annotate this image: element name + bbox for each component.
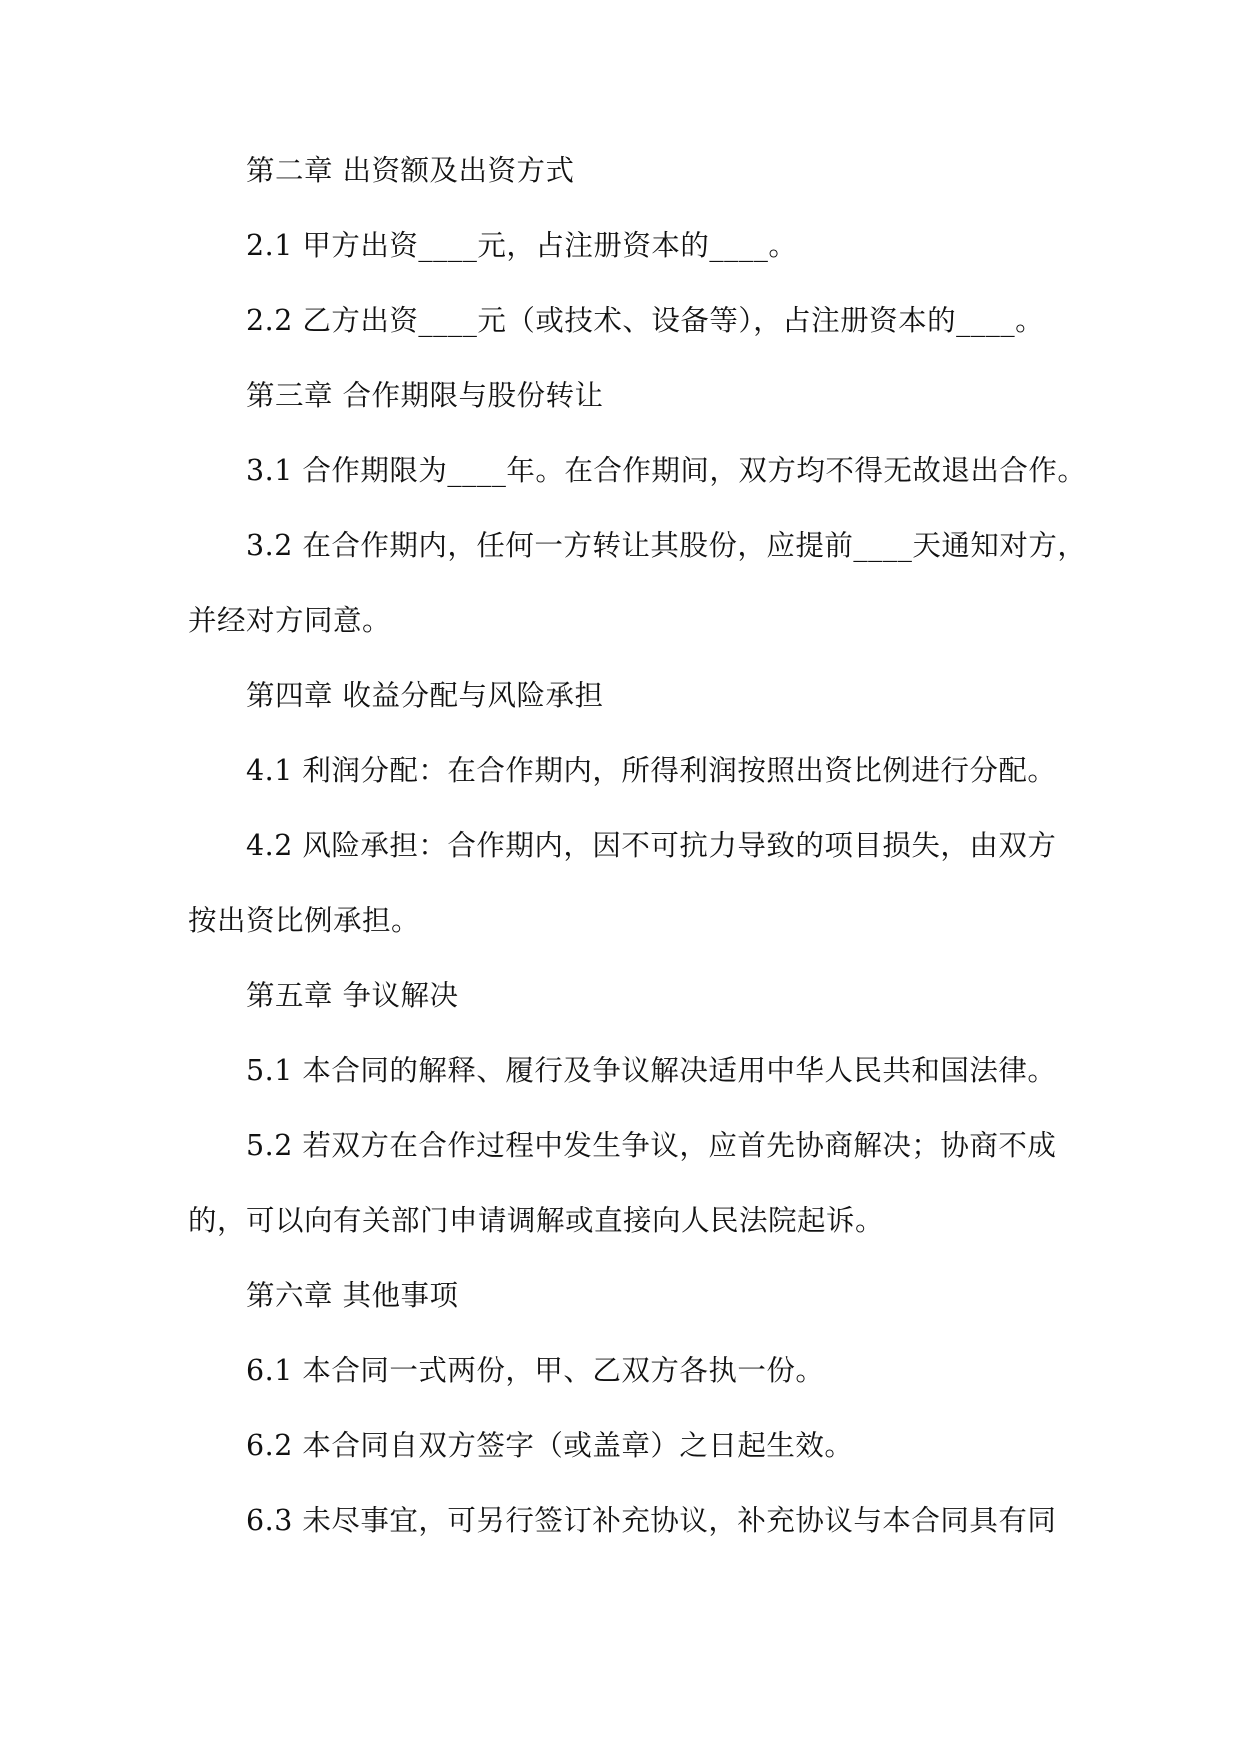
- clause-5-2-line-1: 5.2 若双方在合作过程中发生争议，应首先协商解决；协商不成: [246, 1129, 1057, 1162]
- clause-4-2-line-1: 4.2 风险承担：合作期内，因不可抗力导致的项目损失，由双方: [246, 829, 1057, 862]
- clause-6-2: 6.2 本合同自双方签字（或盖章）之日起生效。: [246, 1429, 854, 1462]
- clause-2-1: 2.1 甲方出资____元，占注册资本的____。: [246, 229, 798, 262]
- clause-6-1: 6.1 本合同一式两份，甲、乙双方各执一份。: [246, 1354, 825, 1387]
- chapter-3-heading: 第三章 合作期限与股份转让: [246, 379, 604, 412]
- clause-6-3-line-1: 6.3 未尽事宜，可另行签订补充协议，补充协议与本合同具有同: [246, 1504, 1057, 1537]
- clause-4-2-line-2: 按出资比例承担。: [188, 904, 421, 937]
- chapter-5-heading: 第五章 争议解决: [246, 979, 459, 1012]
- chapter-2-heading: 第二章 出资额及出资方式: [246, 154, 575, 187]
- clause-3-2-line-1: 3.2 在合作期内，任何一方转让其股份，应提前____天通知对方，: [246, 529, 1087, 562]
- clause-4-1: 4.1 利润分配：在合作期内，所得利润按照出资比例进行分配。: [246, 754, 1057, 787]
- clause-5-1: 5.1 本合同的解释、履行及争议解决适用中华人民共和国法律。: [246, 1054, 1057, 1087]
- clause-3-1: 3.1 合作期限为____年。在合作期间，双方均不得无故退出合作。: [246, 454, 1087, 487]
- chapter-4-heading: 第四章 收益分配与风险承担: [246, 679, 604, 712]
- clause-3-2-line-2: 并经对方同意。: [188, 604, 392, 637]
- clause-2-2: 2.2 乙方出资____元（或技术、设备等），占注册资本的____。: [246, 304, 1045, 337]
- chapter-6-heading: 第六章 其他事项: [246, 1279, 459, 1312]
- clause-5-2-line-2: 的，可以向有关部门申请调解或直接向人民法院起诉。: [188, 1204, 885, 1237]
